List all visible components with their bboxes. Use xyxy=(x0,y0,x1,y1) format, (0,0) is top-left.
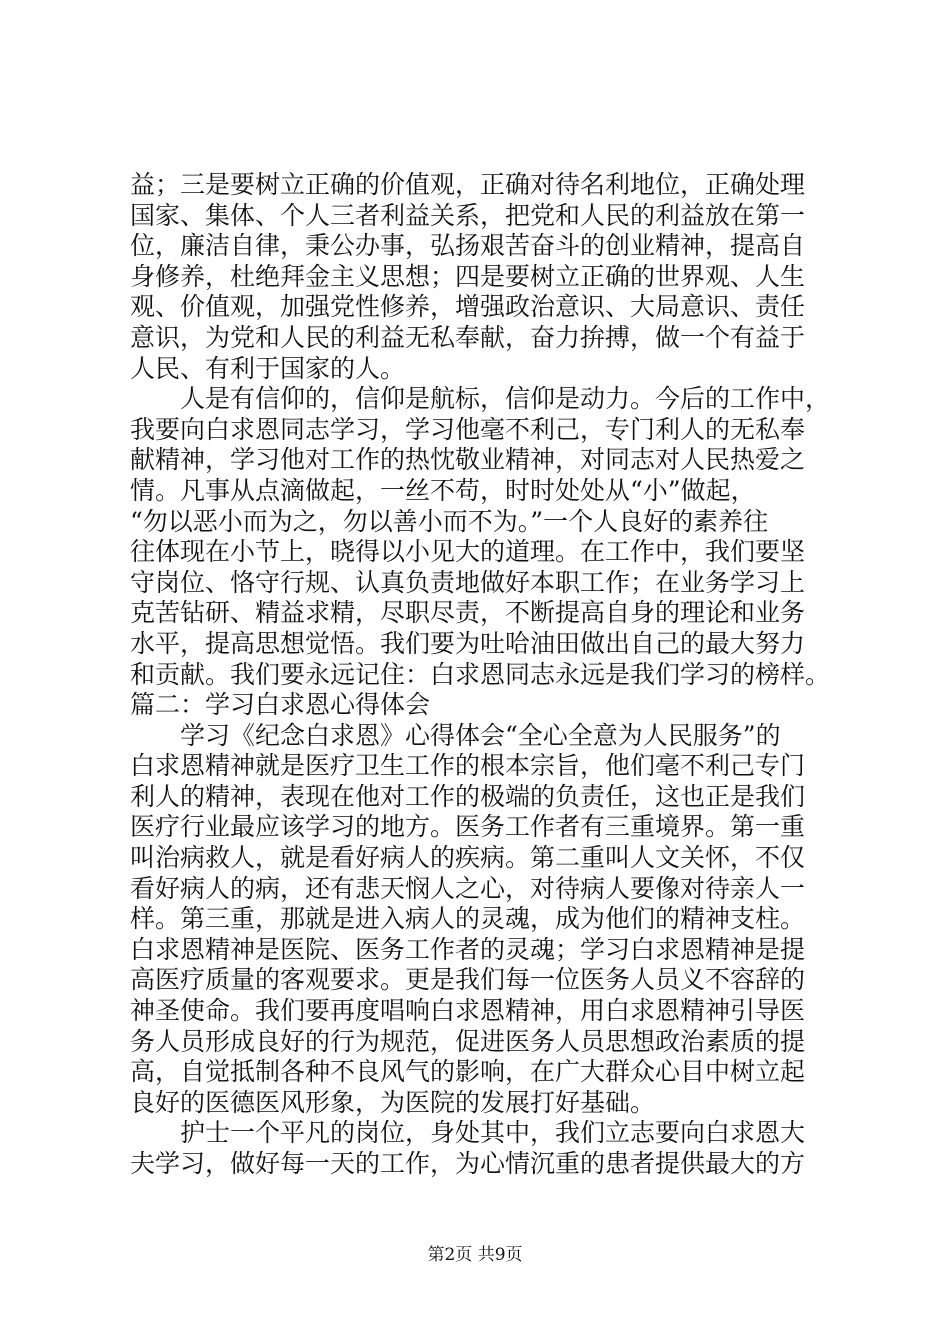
text-line: 利人的精神，表现在他对工作的极端的负责任，这也正是我们 xyxy=(130,781,806,811)
text-line: 高医疗质量的客观要求。更是我们每一位医务人员义不容辞的 xyxy=(130,965,806,995)
text-line: “勿以恶小而为之，勿以善小而不为。”一个人良好的素养往 xyxy=(130,506,769,536)
section-heading: 篇二：学习白求恩心得体会 xyxy=(130,690,431,720)
text-line: 情。凡事从点滴做起，一丝不苟，时时处处从“小”做起， xyxy=(130,475,756,505)
text-line: 白求恩精神是医院、医务工作者的灵魂；学习白求恩精神是提 xyxy=(130,934,806,964)
text-line: 高，自觉抵制各种不良风气的影响，在广大群众心目中树立起 xyxy=(130,1057,806,1087)
text-line: 献精神，学习他对工作的热忱敬业精神，对同志对人民热爱之 xyxy=(130,445,806,475)
text-line: 往体现在小节上，晓得以小见大的道理。在工作中，我们要坚 xyxy=(130,537,806,567)
text-line: 克苦钻研、精益求精，尽职尽责，不断提高自身的理论和业务 xyxy=(130,598,806,628)
text-line: 学习《纪念白求恩》心得体会“全心全意为人民服务”的 xyxy=(130,720,781,750)
text-line: 叫治病救人，就是看好病人的疾病。第二重叫人文关怀，不仅 xyxy=(130,843,806,873)
document-body xyxy=(130,170,830,1180)
text-line: 样。第三重，那就是进入病人的灵魂，成为他们的精神支柱。 xyxy=(130,904,806,934)
text-line: 身修养，杜绝拜金主义思想；四是要树立正确的世界观、人生 xyxy=(130,261,806,291)
text-line: 意识，为党和人民的利益无私奉献，奋力拚搏，做一个有益于 xyxy=(130,322,806,352)
text-line: 我要向白求恩同志学习，学习他毫不利己，专门利人的无私奉 xyxy=(130,414,806,444)
text-line: 夫学习，做好每一天的工作，为心情沉重的患者提供最大的方 xyxy=(130,1149,806,1178)
text-line: 良好的医德医风形象，为医院的发展打好基础。 xyxy=(130,1087,656,1117)
text-line: 白求恩精神就是医疗卫生工作的根本宗旨，他们毫不利己专门 xyxy=(130,751,806,781)
text-line: 守岗位、恪守行规、认真负责地做好本职工作；在业务学习上 xyxy=(130,567,806,597)
text-line: 人是有信仰的，信仰是航标，信仰是动力。今后的工作中， xyxy=(130,384,831,414)
text-line: 和贡献。我们要永远记住：白求恩同志永远是我们学习的榜样。 xyxy=(130,659,831,689)
page-number-footer: 第2页 共9页 xyxy=(427,1245,523,1265)
text-line: 护士一个平凡的岗位，身处其中，我们立志要向白求恩大 xyxy=(130,1118,806,1148)
text-line: 国家、集体、个人三者利益关系，把党和人民的利益放在第一 xyxy=(130,200,806,230)
text-line: 水平，提高思想觉悟。我们要为吐哈油田做出自己的最大努力 xyxy=(130,628,806,658)
text-line: 观、价值观，加强党性修养，增强政治意识、大局意识、责任 xyxy=(130,292,806,322)
text-line: 看好病人的病，还有悲天悯人之心，对待病人要像对待亲人一 xyxy=(130,873,806,903)
text-line: 位，廉洁自律，秉公办事，弘扬艰苦奋斗的创业精神，提高自 xyxy=(130,231,806,261)
text-line: 人民、有利于国家的人。 xyxy=(130,353,406,383)
text-line: 医疗行业最应该学习的地方。医务工作者有三重境界。第一重 xyxy=(130,812,806,842)
text-line: 神圣使命。我们要再度唱响白求恩精神，用白求恩精神引导医 xyxy=(130,996,806,1026)
text-line: 务人员形成良好的行为规范，促进医务人员思想政治素质的提 xyxy=(130,1026,806,1056)
text-line: 益；三是要树立正确的价值观，正确对待名利地位，正确处理 xyxy=(130,170,806,199)
